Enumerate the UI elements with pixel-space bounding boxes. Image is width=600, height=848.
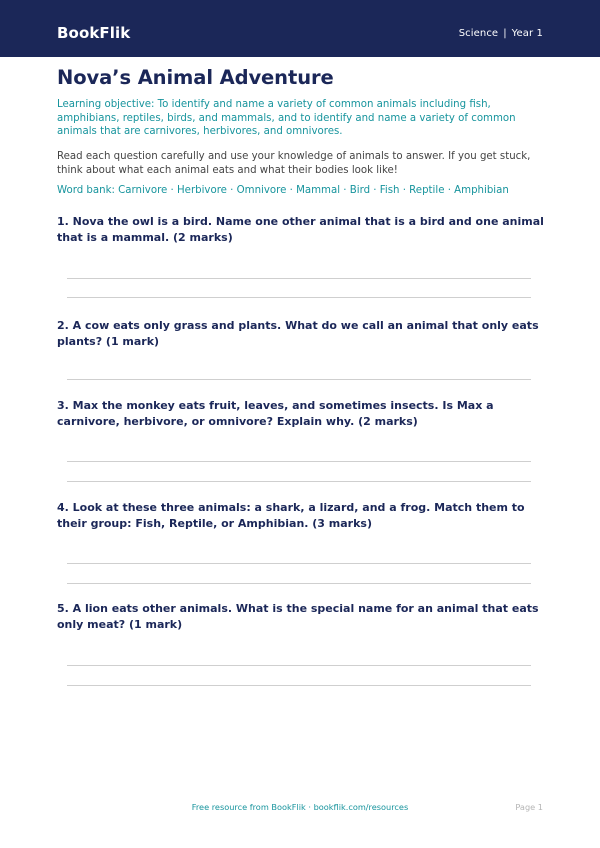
year-label: Year 1 <box>511 28 543 39</box>
header-bar <box>0 0 600 57</box>
subject-label: Science <box>458 28 499 39</box>
answer-line-2a[interactable] <box>67 379 531 380</box>
word-bank: Word bank: Carnivore · Herbivore · Omnivore · Mammal · Bird · Fish · Reptile · Amphibian <box>57 185 509 196</box>
subject-separator: | <box>503 28 507 39</box>
question-3: 3. Max the monkey eats fruit, leaves, and sometimes insects. Is Max a carnivore, herbivore, or omnivore? Explain why. (2 marks) <box>57 399 494 428</box>
answer-line-4a[interactable] <box>67 563 531 564</box>
footer-resource-link[interactable]: Free resource from BookFlik · bookflik.com/resources <box>191 802 409 812</box>
instructions-text: Read each question carefully and use your knowledge of animals to answer. If you get stuck, think about what each animal eats and what their bodies look like! <box>57 151 531 176</box>
page-number: Page 1 <box>515 802 543 812</box>
question-4: 4. Look at these three animals: a shark, a lizard, and a frog. Match them to their group: Fish, Reptile, or Amphibian. (3 marks) <box>57 501 525 530</box>
answer-line-3a[interactable] <box>67 461 531 462</box>
subject-year-label <box>459 28 543 39</box>
question-5: 5. A lion eats other animals. What is the special name for an animal that eats only meat? (1 mark) <box>57 602 539 631</box>
answer-line-5a[interactable] <box>67 665 531 666</box>
brand-logo-text[interactable]: BookFlik <box>57 24 131 42</box>
answer-line-1a[interactable] <box>67 278 531 279</box>
question-2: 2. A cow eats only grass and plants. What do we call an animal that only eats plants? (1 mark) <box>57 319 539 348</box>
answer-line-3b[interactable] <box>67 481 531 482</box>
answer-line-1b[interactable] <box>67 297 531 298</box>
question-1: 1. Nova the owl is a bird. Name one other animal that is a bird and one animal that is a mammal. (2 marks) <box>57 215 544 244</box>
answer-line-4b[interactable] <box>67 583 531 584</box>
learning-objective: Learning objective: To identify and name a variety of common animals including fish, amphibians, reptiles, birds, and mammals, and to identify and name a variety of common animals that are carnivores, herbivores, and omnivores. <box>57 99 516 137</box>
worksheet-title: Nova’s Animal Adventure <box>57 66 334 89</box>
answer-line-5b[interactable] <box>67 685 531 686</box>
